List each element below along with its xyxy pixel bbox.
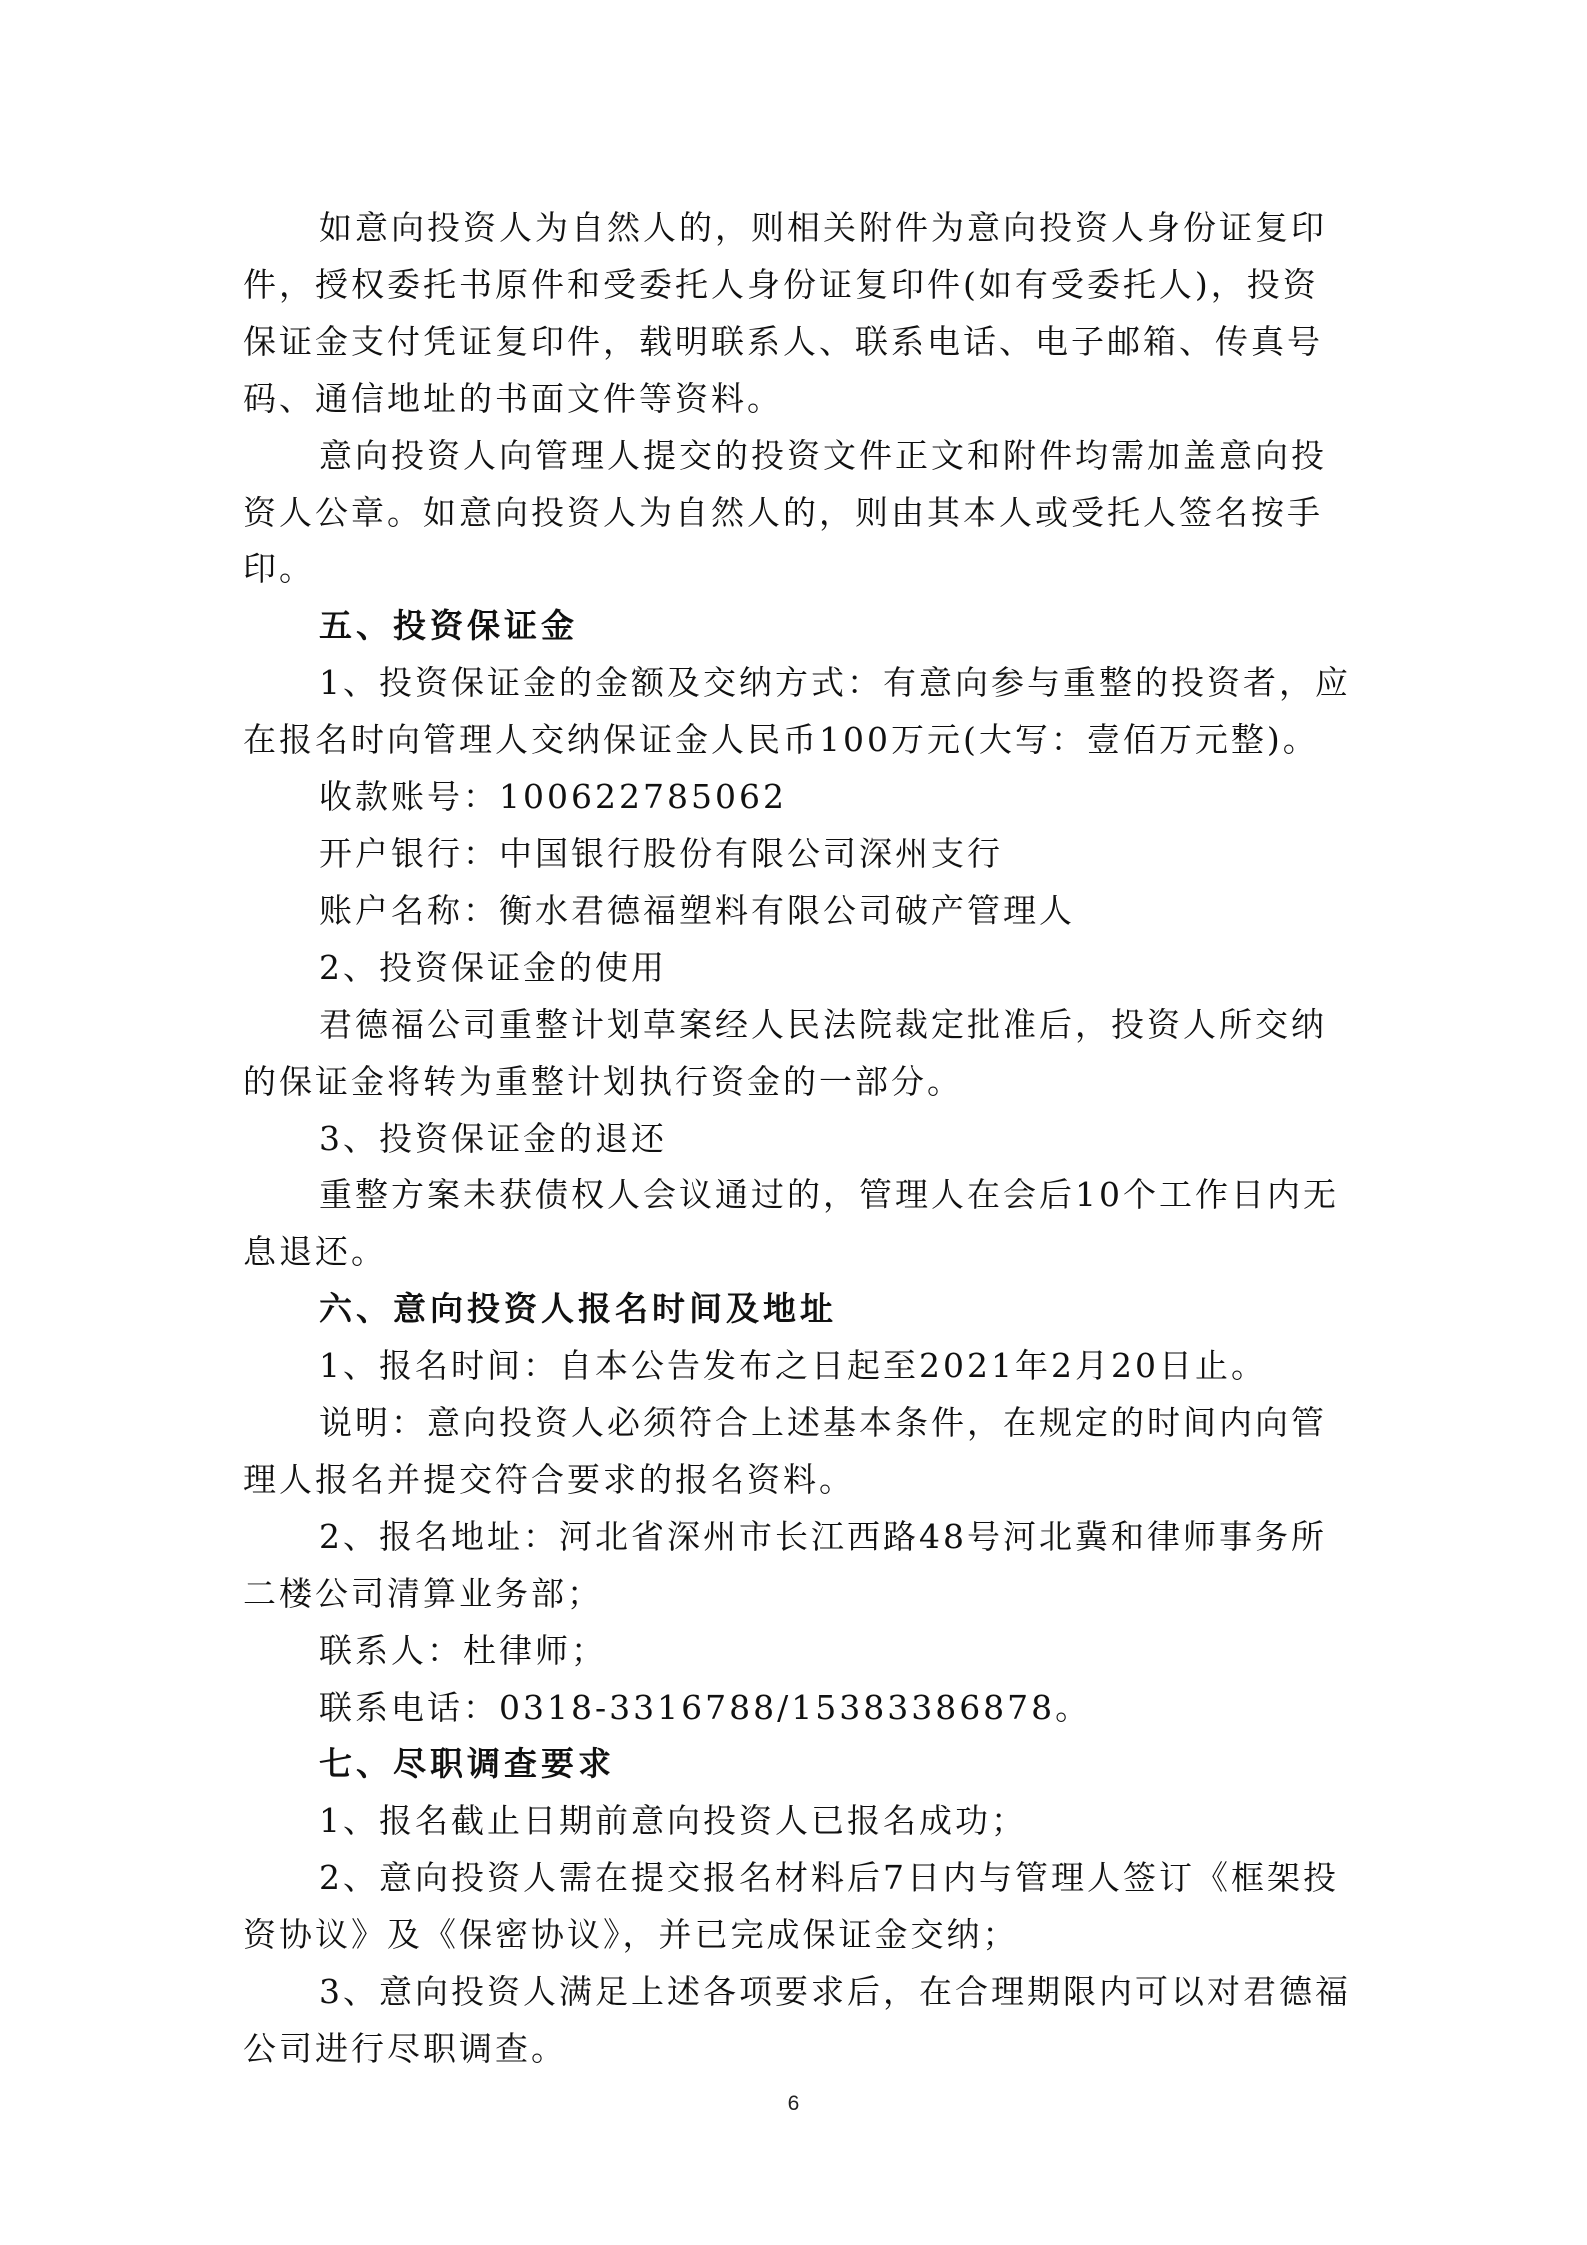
paragraph-registration-address: 2、报名地址：河北省深州市长江西路48号河北冀和律师事务所二楼公司清算业务部； xyxy=(243,1516,1327,1613)
paragraph-registration-note: 说明：意向投资人必须符合上述基本条件，在规定的时间内向管理人报名并提交符合要求的报名资料。 xyxy=(243,1403,1327,1499)
paragraph-account-number: 收款账号：100622785062 xyxy=(319,777,787,817)
paragraph-attachments-natural-person: 如意向投资人为自然人的，则相关附件为意向投资人身份证复印件，授权委托书原件和受委托人身份证复印件(如有受委托人)，投资保证金支付凭证复印件，载明联系人、联系电话、电子邮箱、传真号码、通信地址的书面文件等资料。 xyxy=(243,208,1327,418)
paragraph-deposit-use: 君德福公司重整计划草案经人民法院裁定批准后，投资人所交纳的保证金将转为重整计划执行资金的一部分。 xyxy=(243,1004,1327,1101)
paragraph-due-diligence-1: 1、报名截止日期前意向投资人已报名成功； xyxy=(319,1801,1027,1841)
paragraph-contact-phone: 联系电话：0318-3316788/15383386878。 xyxy=(319,1687,1092,1727)
subheading-deposit-use: 2、投资保证金的使用 xyxy=(319,947,667,987)
paragraph-contact-person: 联系人：杜律师； xyxy=(319,1630,607,1670)
subheading-deposit-refund: 3、投资保证金的退还 xyxy=(319,1118,667,1158)
paragraph-deposit-amount: 1、投资保证金的金额及交纳方式：有意向参与重整的投资者，应在报名时向管理人交纳保证金人民币100万元(大写：壹佰万元整)。 xyxy=(243,663,1351,760)
section-heading-due-diligence: 七、尽职调查要求 xyxy=(319,1744,615,1784)
paragraph-due-diligence-3: 3、意向投资人满足上述各项要求后，在合理期限内可以对君德福公司进行尽职调查。 xyxy=(243,1972,1351,2068)
page-number: 6 xyxy=(787,2092,800,2115)
document-body xyxy=(243,200,1353,2078)
section-heading-registration: 六、意向投资人报名时间及地址 xyxy=(319,1289,837,1329)
paragraph-deposit-refund: 重整方案未获债权人会议通过的，管理人在会后10个工作日内无息退还。 xyxy=(243,1175,1339,1272)
paragraph-account-name: 账户名称：衡水君德福塑料有限公司破产管理人 xyxy=(319,890,1075,930)
paragraph-registration-time: 1、报名时间：自本公告发布之日起至2021年2月20日止。 xyxy=(319,1346,1267,1386)
paragraph-bank-name: 开户银行：中国银行股份有限公司深州支行 xyxy=(319,833,1003,873)
paragraph-due-diligence-2: 2、意向投资人需在提交报名材料后7日内与管理人签订《框架投资协议》及《保密协议》，并已完成保证金交纳； xyxy=(243,1858,1339,1955)
paragraph-seal-requirement: 意向投资人向管理人提交的投资文件正文和附件均需加盖意向投资人公章。如意向投资人为自然人的，则由其本人或受托人签名按手印。 xyxy=(243,435,1327,589)
section-heading-deposit: 五、投资保证金 xyxy=(319,606,578,646)
